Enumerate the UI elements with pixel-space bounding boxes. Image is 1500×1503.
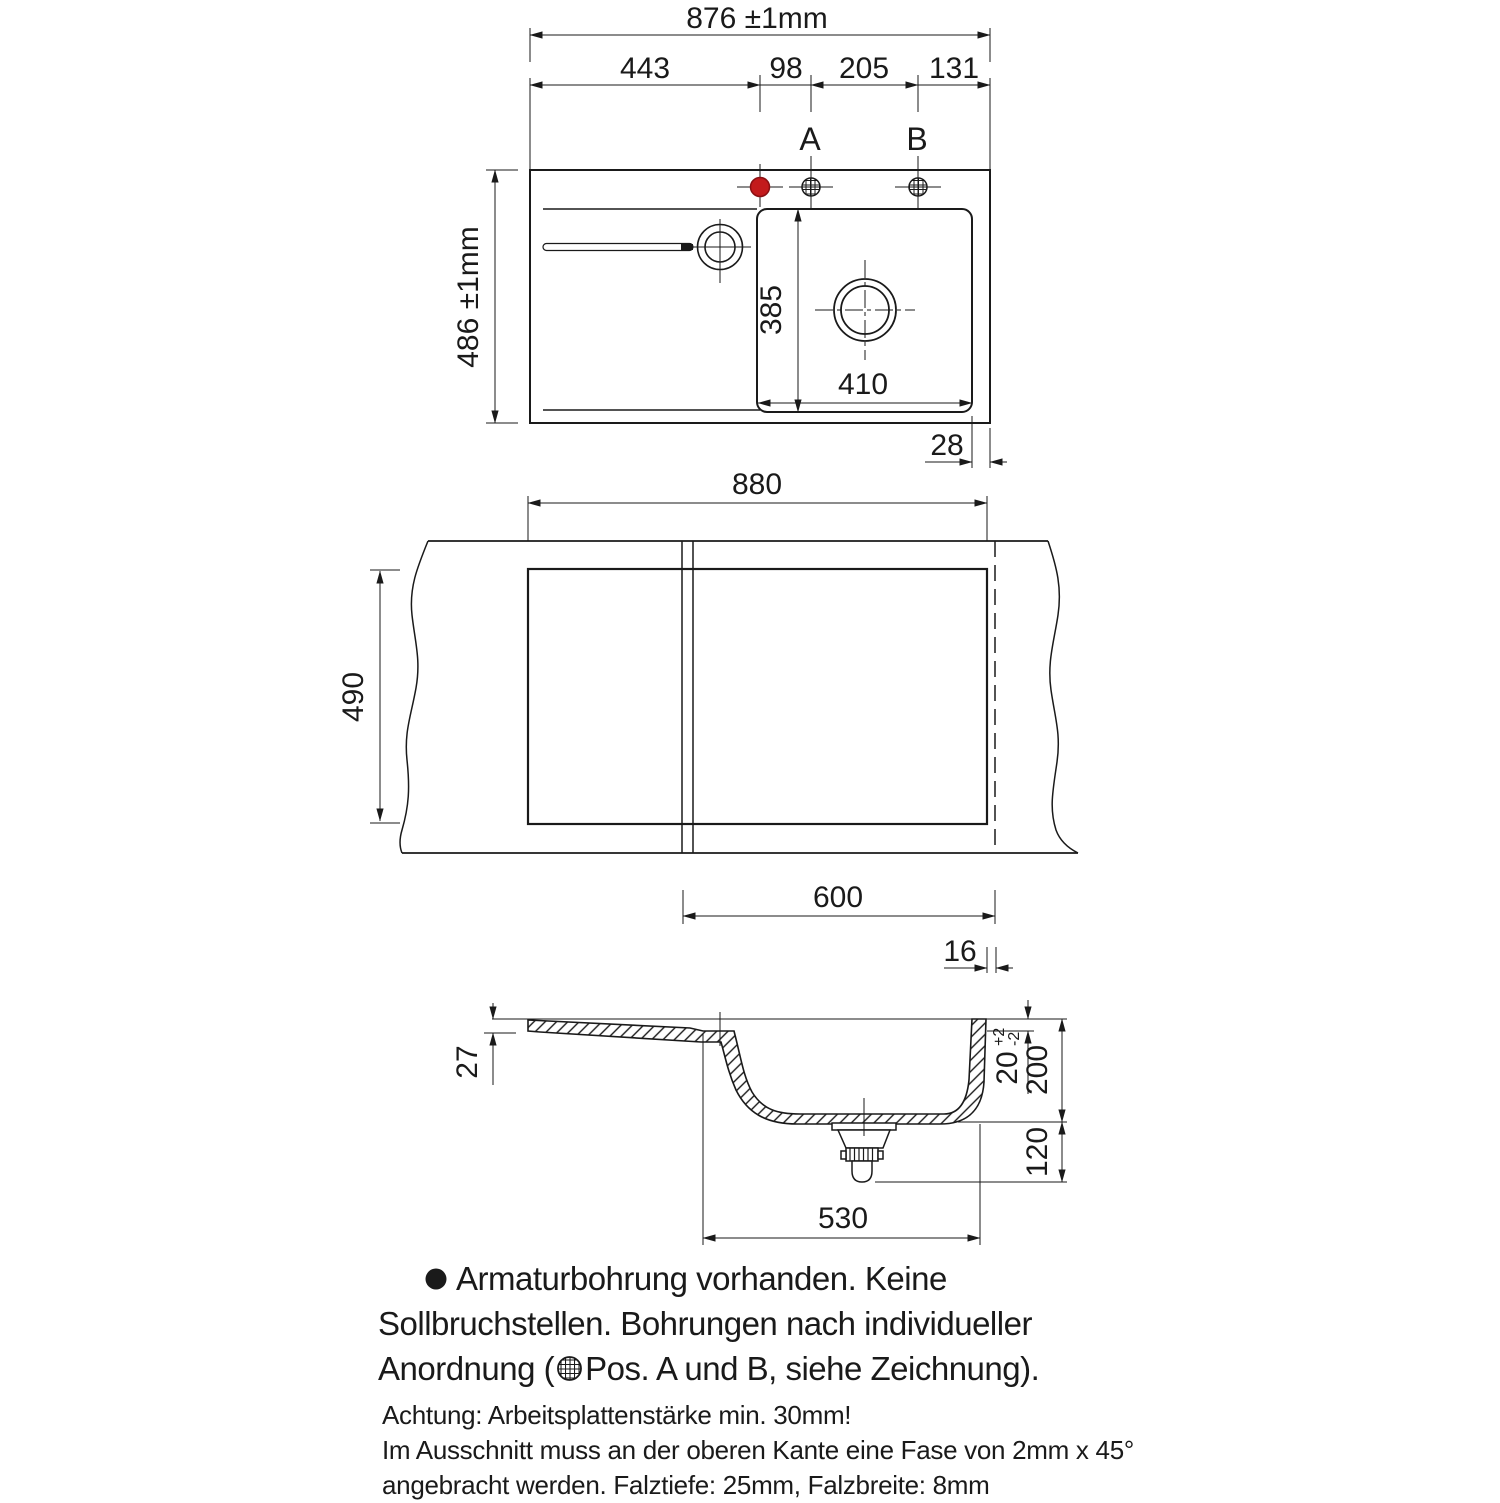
legend-text-1: Armaturbohrung vorhanden. Keine bbox=[456, 1259, 947, 1297]
cutout-rect bbox=[528, 569, 987, 824]
countertop-break-right bbox=[1048, 541, 1078, 853]
dim-bottom-width: 530 bbox=[817, 1202, 869, 1235]
section-dim-text bbox=[451, 1028, 1054, 1235]
dim-seg-205: 205 bbox=[838, 52, 890, 85]
crosshatch-circle-icon bbox=[556, 1355, 583, 1382]
label-hole-a: A bbox=[799, 121, 821, 157]
dim-cutout-width: 880 bbox=[731, 468, 783, 501]
label-hole-b: B bbox=[906, 121, 928, 157]
legend-line-3 bbox=[378, 1346, 1208, 1391]
top-view-dimensions bbox=[486, 28, 1007, 468]
dim-right-span: 600 bbox=[812, 881, 864, 914]
dim-seg-131: 131 bbox=[928, 52, 980, 85]
section-view bbox=[492, 1012, 1067, 1182]
filled-circle-icon bbox=[424, 1267, 448, 1291]
drainboard-groove bbox=[543, 244, 693, 251]
dim-basin-width: 410 bbox=[837, 368, 889, 401]
dim-total-width: 876 ±1mm bbox=[686, 2, 828, 35]
sink-profile bbox=[528, 1019, 986, 1124]
notes bbox=[382, 1398, 1212, 1503]
dim-depth-tol bbox=[991, 1028, 1024, 1085]
dim-rim-height: 27 bbox=[451, 1045, 484, 1079]
legend-text-3b: Pos. A und B, siehe Zeichnung). bbox=[585, 1349, 1040, 1387]
dim-edge-offset: 28 bbox=[930, 429, 964, 462]
legend-text-2: Sollbruchstellen. Bohrungen nach individueller bbox=[378, 1304, 1032, 1342]
basin-drain bbox=[815, 260, 915, 360]
hole-a-icon bbox=[802, 178, 820, 196]
dim-cutout-height: 490 bbox=[337, 671, 370, 723]
dim-seg-98: 98 bbox=[769, 52, 803, 85]
svg-text:20: 20 bbox=[991, 1051, 1024, 1085]
hole-b-icon bbox=[909, 178, 927, 196]
svg-text:+2: +2 bbox=[991, 1027, 1008, 1046]
svg-text:-2: -2 bbox=[1006, 1031, 1023, 1046]
dim-drain-height: 120 bbox=[1021, 1126, 1054, 1178]
legend bbox=[378, 1256, 1208, 1391]
note-line-2: Im Ausschnitt muss an der oberen Kante eine Fase von 2mm x 45° bbox=[382, 1435, 1134, 1465]
dim-total-depth: 200 bbox=[1021, 1044, 1054, 1096]
note-line-3: angebracht werden. Falztiefe: 25mm, Falzbreite: 8mm bbox=[382, 1470, 990, 1500]
cutout-dim-text bbox=[337, 468, 977, 968]
note-line-1: Achtung: Arbeitsplattenstärke min. 30mm! bbox=[382, 1400, 852, 1430]
dim-gap-16: 16 bbox=[943, 935, 977, 968]
faucet-position bbox=[693, 219, 751, 283]
dim-basin-depth: 385 bbox=[755, 284, 788, 336]
drainboard-groove-end bbox=[681, 244, 693, 250]
dim-seg-443: 443 bbox=[619, 52, 671, 85]
cutout-dimensions bbox=[370, 496, 1013, 973]
legend-line-1 bbox=[424, 1256, 1208, 1301]
tap-holes bbox=[737, 156, 941, 209]
legend-line-2 bbox=[378, 1301, 1208, 1346]
cutout-view bbox=[400, 541, 1078, 853]
dim-height: 486 ±1mm bbox=[452, 226, 485, 368]
countertop-break-left bbox=[400, 541, 428, 853]
drain-assembly bbox=[832, 1098, 896, 1182]
existing-hole-icon bbox=[751, 178, 770, 197]
legend-text-3a: Anordnung ( bbox=[378, 1349, 555, 1387]
